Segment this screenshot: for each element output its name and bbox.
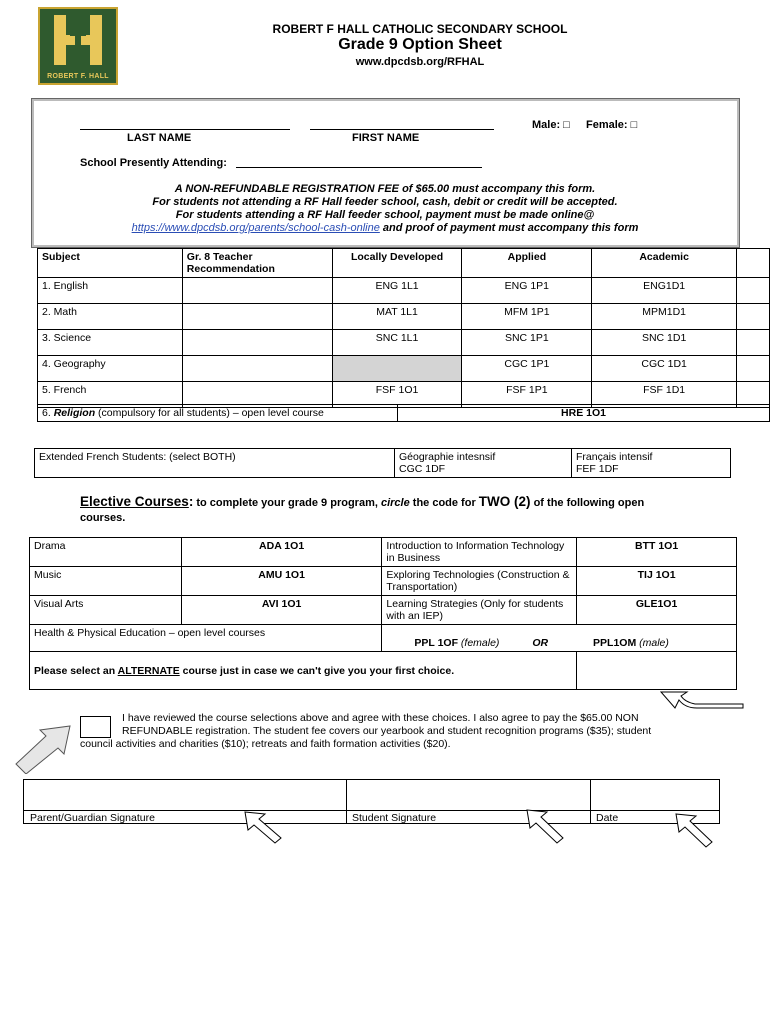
fee-notice-line1: A NON-REFUNDABLE REGISTRATION FEE of $65.00 must accompany this form. (174, 183, 596, 195)
ppl-male-code[interactable]: PPL1OM (593, 637, 637, 649)
ext-french-label: Extended French Students: (select BOTH) (35, 449, 395, 478)
religion-number: 6. (42, 407, 51, 419)
table-row (38, 330, 770, 356)
elective-code[interactable]: TIJ 1O1 (577, 567, 737, 596)
date-field[interactable] (591, 780, 719, 810)
header-locally-developed: Locally Developed (332, 249, 462, 278)
alternate-text: Please select an (34, 664, 118, 677)
header-applied: Applied (462, 249, 592, 278)
fee-notice-line4-rest: and proof of payment must accompany this form (379, 222, 639, 234)
course-code[interactable]: ENG1D1 (592, 278, 737, 304)
school-cash-link[interactable]: https://www.dpcdsb.org/parents/school-cash-online (131, 222, 380, 234)
table-header-row (38, 249, 770, 278)
electives-circle: circle (380, 497, 410, 509)
elective-code[interactable]: AVI 1O1 (181, 596, 382, 625)
parent-signature-field[interactable] (24, 780, 346, 810)
subject-cell: 5. French (38, 382, 183, 408)
elective-code[interactable]: ADA 1O1 (181, 538, 382, 567)
electives-heading (80, 494, 720, 526)
recommendation-cell[interactable] (182, 304, 332, 330)
male-checkbox[interactable]: Male: □ (532, 119, 570, 131)
female-checkbox[interactable]: Female: □ (586, 119, 638, 131)
elective-name: Drama (30, 538, 182, 567)
male-note: (male) (639, 637, 669, 649)
course-code[interactable]: MAT 1L1 (332, 304, 462, 330)
agreement-checkbox[interactable] (80, 716, 111, 738)
geo-code: CGC 1DF (399, 463, 446, 475)
electives-intro: the code for (409, 497, 479, 509)
subject-cell: 2. Math (38, 304, 183, 330)
geo-name: Géographie intesnsif (399, 451, 496, 463)
electives-title: Elective Courses (80, 494, 189, 509)
recommendation-cell[interactable] (182, 330, 332, 356)
table-row (30, 596, 737, 625)
school-attending-label: School Presently Attending: (80, 157, 227, 169)
ppl-female-code[interactable]: PPL 1OF (414, 637, 458, 649)
signature-line (24, 810, 719, 811)
table-row (38, 278, 770, 304)
electives-two: TWO (2) (478, 494, 531, 509)
school-logo (38, 7, 118, 85)
electives-colon: : (188, 494, 194, 509)
arrow-to-student-signature-icon (525, 808, 565, 844)
table-row (38, 304, 770, 330)
alternate-text: course just in case we can't give you your first choice. (179, 664, 455, 677)
fee-notice-line2: For students not attending a RF Hall feeder school, cash, debit or credit will be accepted. (152, 196, 618, 208)
header-gr8-rec: Gr. 8 Teacher Recommendation (182, 249, 332, 278)
electives-table (29, 537, 737, 690)
curved-arrow-icon (655, 684, 745, 710)
electives-intro: courses. (80, 512, 126, 524)
course-code[interactable]: MFM 1P1 (462, 304, 592, 330)
course-code[interactable]: FSF 1P1 (462, 382, 592, 408)
alternate-label (30, 652, 577, 690)
fef-name: Français intensif (576, 451, 653, 463)
table-cell (737, 278, 770, 304)
courses-table (37, 248, 770, 408)
elective-name: Music (30, 567, 182, 596)
subject-cell: 3. Science (38, 330, 183, 356)
course-code[interactable]: FSF 1D1 (592, 382, 737, 408)
parent-signature-label: Parent/Guardian Signature (30, 812, 155, 824)
course-code[interactable]: SNC 1L1 (332, 330, 462, 356)
religion-row (37, 404, 770, 422)
elective-code[interactable]: AMU 1O1 (181, 567, 382, 596)
elective-code[interactable]: GLE1O1 (577, 596, 737, 625)
elective-name: Visual Arts (30, 596, 182, 625)
elective-code[interactable]: BTT 1O1 (577, 538, 737, 567)
table-row (38, 356, 770, 382)
course-code[interactable]: SNC 1P1 (462, 330, 592, 356)
arrow-to-checkbox-icon (12, 722, 74, 774)
ext-french-geo[interactable] (395, 449, 572, 478)
header-subject: Subject (38, 249, 183, 278)
course-code[interactable]: CGC 1D1 (592, 356, 737, 382)
agreement-line1: I have reviewed the course selections above and agree with these choices. I also agree to pay the $65.00 NON (122, 712, 639, 724)
elective-name: Learning Strategies (Only for students with an IEP) (382, 596, 577, 625)
religion-label (38, 405, 398, 422)
table-cell (737, 330, 770, 356)
alternate-keyword: ALTERNATE (117, 664, 180, 677)
arrow-to-date-icon (674, 812, 714, 848)
fee-notice-line3: For students attending a RF Hall feeder school, payment must be made online@ (175, 209, 595, 221)
course-code[interactable]: SNC 1D1 (592, 330, 737, 356)
elective-name: Exploring Technologies (Construction & Transportation) (382, 567, 577, 596)
last-name-label: LAST NAME (127, 132, 192, 144)
school-name: ROBERT F HALL CATHOLIC SECONDARY SCHOOL (272, 22, 568, 36)
electives-intro: to complete your grade 9 program, (193, 497, 381, 509)
table-cell (737, 356, 770, 382)
course-code[interactable]: ENG 1L1 (332, 278, 462, 304)
logo-text: ROBERT F. HALL (47, 73, 109, 80)
date-label: Date (596, 812, 619, 824)
course-code[interactable]: CGC 1P1 (462, 356, 592, 382)
student-signature-field[interactable] (347, 780, 590, 810)
table-row (30, 625, 737, 652)
course-code[interactable]: MPM1D1 (592, 304, 737, 330)
subject-cell: 4. Geography (38, 356, 183, 382)
table-row (30, 538, 737, 567)
phys-ed-options (382, 625, 737, 652)
fee-notice-line4 (32, 222, 738, 234)
female-note: (female) (460, 637, 500, 649)
religion-word: Religion (53, 407, 96, 419)
table-cell (737, 304, 770, 330)
table-cell (737, 249, 770, 278)
phys-ed-label: Health & Physical Education – open level courses (30, 625, 382, 652)
signature-area (23, 779, 720, 824)
religion-rest: (compulsory for all students) – open level course (95, 407, 324, 419)
school-url[interactable]: www.dpcdsb.org/RFHAL (355, 56, 485, 68)
student-info-box (31, 98, 740, 248)
header-academic: Academic (592, 249, 737, 278)
unavailable-cell (332, 356, 462, 382)
course-code[interactable]: FSF 1O1 (332, 382, 462, 408)
or-label: OR (532, 637, 549, 649)
electives-intro: of the following open (530, 497, 645, 509)
extended-french-table (34, 448, 731, 478)
page-title: Grade 9 Option Sheet (338, 36, 502, 53)
recommendation-cell[interactable] (182, 278, 332, 304)
agreement-line3: council activities and charities ($10); retreats and faith formation activities ($20). (80, 738, 451, 750)
student-signature-label: Student Signature (352, 812, 437, 824)
first-name-label: FIRST NAME (352, 132, 420, 144)
religion-code: HRE 1O1 (398, 405, 770, 422)
recommendation-cell[interactable] (182, 356, 332, 382)
first-name-field[interactable] (310, 129, 494, 130)
ext-french-fef[interactable] (572, 449, 731, 478)
school-attending-field[interactable] (236, 167, 482, 168)
course-code[interactable]: ENG 1P1 (462, 278, 592, 304)
table-row (30, 652, 737, 690)
arrow-to-parent-signature-icon (243, 810, 283, 844)
elective-name: Introduction to Information Technology in Business (382, 538, 577, 567)
subject-cell: 1. English (38, 278, 183, 304)
last-name-field[interactable] (80, 129, 290, 130)
agreement-line2: REFUNDABLE registration. The student fee covers our yearbook and student recognition programs ($35); student (122, 725, 652, 737)
table-row (30, 567, 737, 596)
fef-code: FEF 1DF (576, 463, 619, 475)
logo-h-icon (40, 9, 116, 83)
